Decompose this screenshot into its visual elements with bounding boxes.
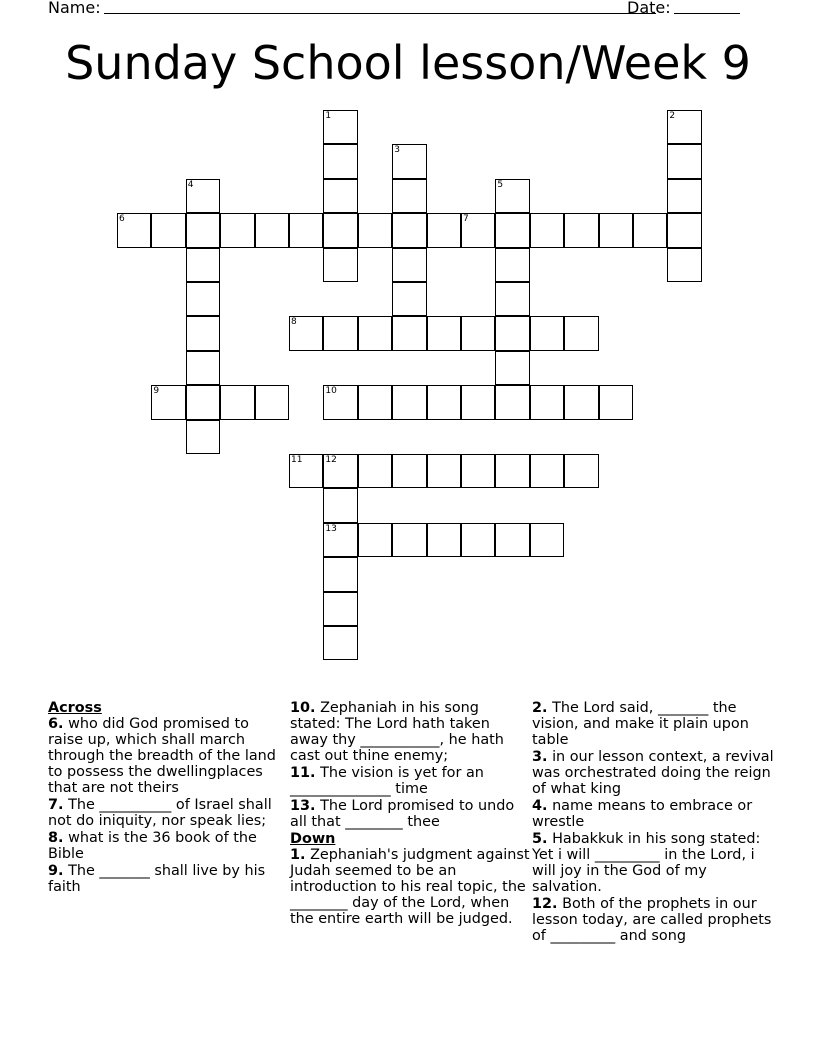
clue-across-13 — [290, 798, 530, 830]
grid-cell[interactable] — [667, 248, 701, 282]
cell-number: 7 — [463, 214, 469, 225]
grid-cell[interactable] — [323, 213, 357, 247]
cell-number: 13 — [325, 523, 337, 534]
clue-column-1 — [48, 700, 288, 896]
clue-down-2 — [532, 700, 776, 748]
clue-down-5 — [532, 831, 776, 895]
grid-cell[interactable] — [530, 523, 564, 557]
clue-across-7 — [48, 797, 288, 829]
grid-cell[interactable] — [392, 282, 426, 316]
date-label: Date: — [627, 0, 671, 17]
grid-cell[interactable] — [495, 385, 529, 419]
grid-cell[interactable] — [186, 316, 220, 350]
grid-cell[interactable] — [323, 454, 357, 488]
grid-cell[interactable] — [323, 592, 357, 626]
grid-cell[interactable] — [495, 179, 529, 213]
clue-column-2 — [290, 700, 530, 928]
grid-cell[interactable] — [564, 454, 598, 488]
clue-number: 8. — [48, 830, 64, 846]
grid-cell[interactable] — [599, 385, 633, 419]
grid-cell[interactable] — [151, 213, 185, 247]
grid-cell[interactable] — [495, 248, 529, 282]
clue-text: Habakkuk in his song stated: Yet i will _________ in the Lord, i will joy in the God of my salvation. — [532, 831, 761, 895]
grid-cell[interactable] — [358, 213, 392, 247]
grid-cell[interactable] — [392, 144, 426, 178]
grid-cell[interactable] — [289, 213, 323, 247]
grid-cell[interactable] — [564, 213, 598, 247]
clue-across-10 — [290, 700, 530, 764]
grid-cell[interactable] — [186, 351, 220, 385]
grid-cell[interactable] — [667, 213, 701, 247]
grid-cell[interactable] — [633, 213, 667, 247]
grid-cell[interactable] — [255, 213, 289, 247]
grid-cell[interactable] — [495, 454, 529, 488]
grid-cell[interactable] — [495, 316, 529, 350]
grid-cell[interactable] — [427, 385, 461, 419]
clue-down-12 — [532, 896, 776, 944]
cell-number: 8 — [291, 317, 297, 328]
clue-number: 11. — [290, 765, 316, 781]
cell-number: 6 — [119, 214, 125, 225]
grid-cell[interactable] — [358, 316, 392, 350]
clue-across-8 — [48, 830, 288, 862]
grid-cell[interactable] — [495, 351, 529, 385]
grid-cell[interactable] — [358, 385, 392, 419]
grid-cell[interactable] — [427, 316, 461, 350]
grid-cell[interactable] — [186, 282, 220, 316]
grid-cell[interactable] — [323, 110, 357, 144]
grid-cell[interactable] — [323, 523, 357, 557]
grid-cell[interactable] — [461, 213, 495, 247]
grid-cell[interactable] — [427, 523, 461, 557]
grid-cell[interactable] — [117, 213, 151, 247]
grid-cell[interactable] — [323, 385, 357, 419]
grid-cell[interactable] — [427, 213, 461, 247]
grid-cell[interactable] — [392, 523, 426, 557]
grid-cell[interactable] — [461, 454, 495, 488]
grid-cell[interactable] — [667, 179, 701, 213]
clue-across-11 — [290, 765, 530, 797]
grid-cell[interactable] — [323, 179, 357, 213]
clue-number: 7. — [48, 797, 64, 813]
grid-cell[interactable] — [667, 144, 701, 178]
grid-cell[interactable] — [358, 454, 392, 488]
clue-number: 3. — [532, 749, 548, 765]
grid-cell[interactable] — [495, 282, 529, 316]
grid-cell[interactable] — [530, 316, 564, 350]
name-label: Name: — [48, 0, 101, 17]
clue-across-9 — [48, 863, 288, 895]
clue-text: Zephaniah in his song stated: The Lord hath taken away thy ___________, he hath cast out thine enemy; — [290, 700, 504, 764]
clue-text: in our lesson context, a revival was orchestrated doing the reign of what king — [532, 749, 774, 797]
clue-number: 10. — [290, 700, 316, 716]
grid-cell[interactable] — [530, 213, 564, 247]
grid-cell[interactable] — [323, 488, 357, 522]
clue-text: Both of the prophets in our lesson today, are called prophets of _________ and song — [532, 896, 772, 944]
clue-number: 12. — [532, 896, 558, 912]
grid-cell[interactable] — [323, 248, 357, 282]
grid-cell[interactable] — [392, 316, 426, 350]
grid-cell[interactable] — [186, 420, 220, 454]
clue-down-4 — [532, 798, 776, 830]
clue-number: 6. — [48, 716, 64, 732]
cell-number: 3 — [394, 145, 400, 156]
clue-down-3 — [532, 749, 776, 797]
cell-number: 12 — [325, 455, 337, 465]
clue-number: 4. — [532, 798, 548, 814]
cell-number: 4 — [187, 179, 194, 190]
grid-cell[interactable] — [427, 454, 461, 488]
grid-cell[interactable] — [599, 213, 633, 247]
grid-cell[interactable] — [392, 248, 426, 282]
clue-number: 1. — [290, 847, 306, 863]
grid-cell[interactable] — [186, 385, 220, 419]
clue-text: The Lord promised to undo all that ________ thee — [290, 798, 515, 830]
clue-column-3 — [532, 700, 776, 945]
grid-cell[interactable] — [392, 454, 426, 488]
grid-cell[interactable] — [564, 316, 598, 350]
grid-cell[interactable] — [323, 626, 357, 660]
cell-number: 11 — [291, 455, 303, 465]
grid-cell[interactable] — [323, 316, 357, 350]
grid-cell[interactable] — [392, 179, 426, 213]
across-heading: Across — [48, 700, 102, 716]
cell-number: 5 — [497, 179, 504, 190]
grid-cell[interactable] — [358, 523, 392, 557]
grid-cell[interactable] — [186, 213, 220, 247]
clue-text: Zephaniah's judgment against Judah seemed to be an introduction to his real topic, the ________ day of the Lord, when the entire earth will be judged. — [290, 847, 530, 927]
grid-cell[interactable] — [323, 557, 357, 591]
grid-cell[interactable] — [220, 213, 254, 247]
down-heading: Down — [290, 831, 336, 847]
grid-cell[interactable] — [186, 179, 220, 213]
clue-text: The __________ of Israel shall not do iniquity, nor speak lies; — [48, 797, 272, 829]
clue-text: The _______ shall live by his faith — [48, 863, 266, 895]
grid-cell[interactable] — [220, 385, 254, 419]
grid-cell[interactable] — [495, 213, 529, 247]
clue-text: what is the 36 book of the Bible — [48, 830, 257, 862]
clue-text: name means to embrace or wrestle — [532, 798, 753, 830]
grid-cell[interactable] — [289, 454, 323, 488]
grid-cell[interactable] — [186, 248, 220, 282]
grid-cell[interactable] — [323, 144, 357, 178]
clue-text: The vision is yet for an ______________ time — [290, 765, 484, 797]
grid-cell[interactable] — [255, 385, 289, 419]
clue-down-1 — [290, 847, 530, 927]
clue-number: 2. — [532, 700, 548, 716]
clue-text: who did God promised to raise up, which shall march through the breadth of the land to possess the dwellingplaces that are not theirs — [48, 716, 276, 796]
grid-cell[interactable] — [564, 385, 598, 419]
cell-number: 1 — [325, 111, 332, 121]
grid-cell[interactable] — [392, 385, 426, 419]
grid-cell[interactable] — [392, 213, 426, 247]
clue-number: 5. — [532, 831, 548, 847]
grid-cell[interactable] — [461, 523, 495, 557]
page-title: Sunday School lesson/Week 9 — [65, 36, 751, 90]
grid-cell[interactable] — [289, 316, 323, 350]
clue-number: 9. — [48, 863, 64, 879]
cell-number: 9 — [153, 386, 160, 397]
grid-cell[interactable] — [151, 385, 185, 419]
grid-cell[interactable] — [461, 316, 495, 350]
cell-number: 10 — [325, 386, 337, 397]
grid-cell[interactable] — [495, 523, 529, 557]
clue-text: The Lord said, _______ the vision, and make it plain upon table — [532, 700, 749, 748]
grid-cell[interactable] — [667, 110, 701, 144]
grid-cell[interactable] — [530, 454, 564, 488]
cell-number: 2 — [669, 111, 676, 121]
clue-across-6 — [48, 716, 288, 796]
grid-cell[interactable] — [461, 385, 495, 419]
clue-number: 13. — [290, 798, 316, 814]
grid-cell[interactable] — [530, 385, 564, 419]
